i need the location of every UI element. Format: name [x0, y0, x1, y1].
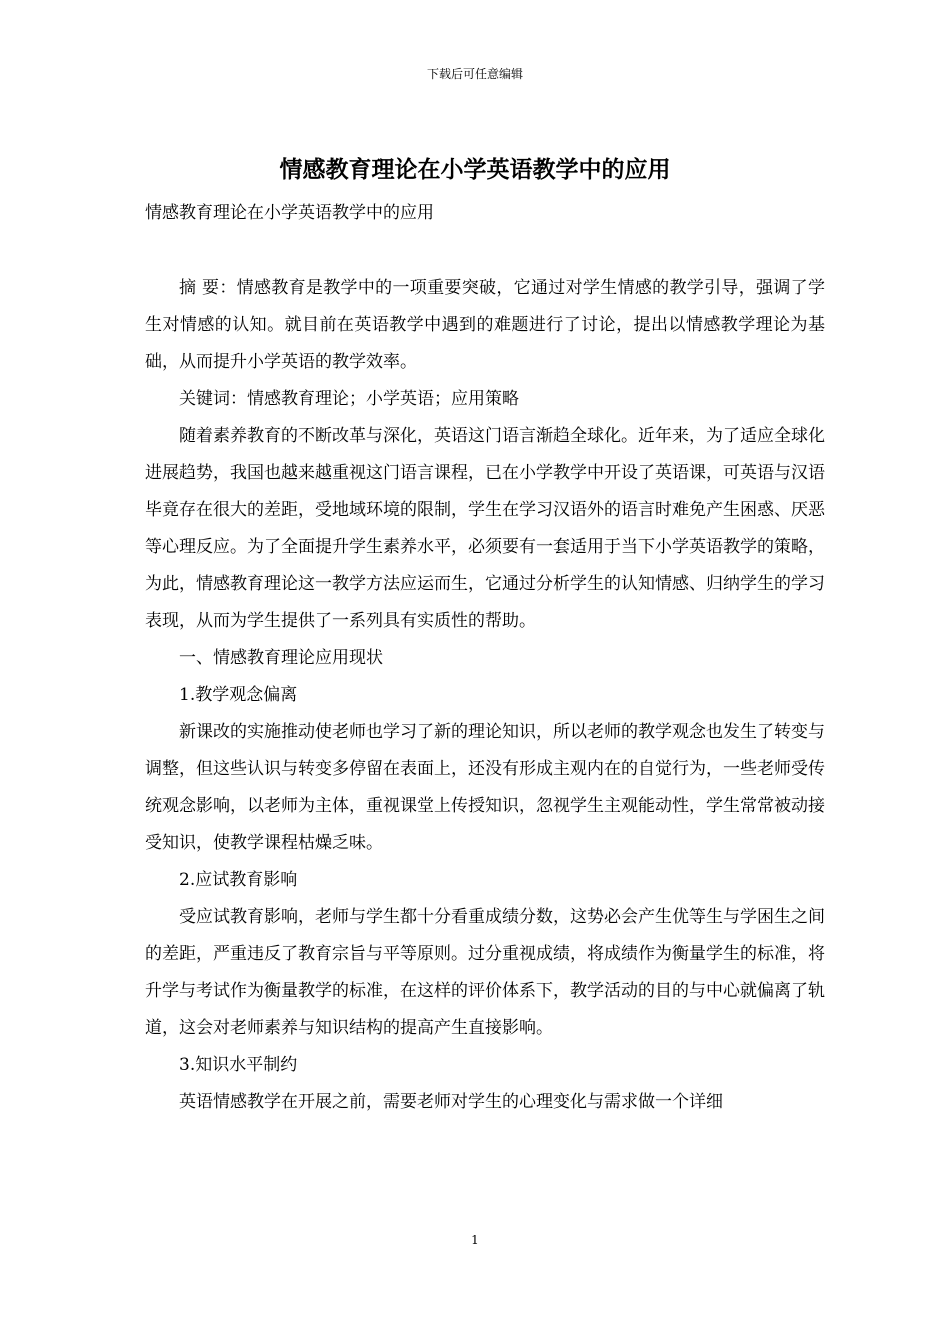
- body-paragraph: 受应试教育影响，老师与学生都十分看重成绩分数，这势必会产生优等生与学困生之间的差距，严重违反了教育宗旨与平等原则。过分重视成绩，将成绩作为衡量学生的标准，将升学与考试作为衡量教学的标准，在这样的评价体系下，教学活动的目的与中心就偏离了轨道，这会对老师素养与知识结构的提高产生直接影响。: [145, 907, 825, 1038]
- document-body: [145, 270, 825, 1121]
- document-title: 情感教育理论在小学英语教学中的应用: [279, 156, 671, 183]
- subsection-heading: 2.应试教育影响: [179, 870, 298, 890]
- body-paragraph: 英语情感教学在开展之前，需要老师对学生的心理变化与需求做一个详细: [179, 1092, 723, 1112]
- page-number: 1: [471, 1233, 479, 1247]
- keywords-paragraph: 关键词：情感教育理论；小学英语；应用策略: [179, 389, 519, 409]
- abstract-paragraph: 摘 要：情感教育是教学中的一项重要突破，它通过对学生情感的教学引导，强调了学生对情感的认知。就目前在英语教学中遇到的难题进行了讨论，提出以情感教学理论为基础，从而提升小学英语的教学效率。: [145, 278, 825, 372]
- subsection-heading: 3.知识水平制约: [179, 1055, 298, 1075]
- document-subtitle: 情感教育理论在小学英语教学中的应用: [145, 203, 434, 223]
- intro-paragraph: 随着素养教育的不断改革与深化，英语这门语言渐趋全球化。近年来，为了适应全球化进展趋势，我国也越来越重视这门语言课程，已在小学教学中开设了英语课，可英语与汉语毕竟存在很大的差距，受地域环境的限制，学生在学习汉语外的语言时难免产生困惑、厌恶等心理反应。为了全面提升学生素养水平，必须要有一套适用于当下小学英语教学的策略，为此，情感教育理论这一教学方法应运而生，它通过分析学生的认知情感、归纳学生的学习表现，从而为学生提供了一系列具有实质性的帮助。: [145, 426, 825, 631]
- subsection-heading: 1.教学观念偏离: [179, 685, 298, 705]
- body-paragraph: 新课改的实施推动使老师也学习了新的理论知识，所以老师的教学观念也发生了转变与调整，但这些认识与转变多停留在表面上，还没有形成主观内在的自觉行为，一些老师受传统观念影响，以老师为主体，重视课堂上传授知识，忽视学生主观能动性，学生常常被动接受知识，使教学课程枯燥乏味。: [145, 722, 825, 853]
- page-header: 下载后可任意编辑: [426, 67, 523, 81]
- section-heading: 一、情感教育理论应用现状: [179, 648, 383, 668]
